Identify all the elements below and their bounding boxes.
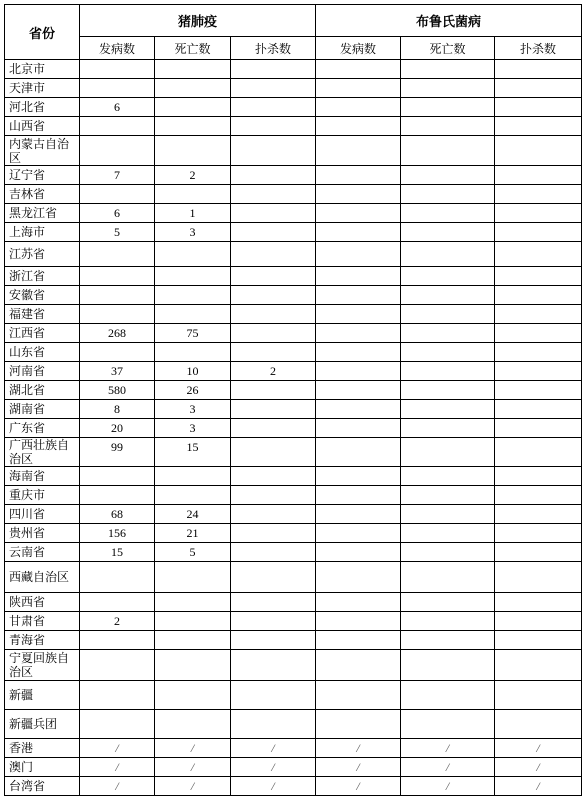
value-cell xyxy=(495,242,582,267)
value-cell xyxy=(495,419,582,438)
value-cell xyxy=(231,166,316,185)
header-group-brucellosis: 布鲁氏菌病 xyxy=(316,5,582,37)
table-row xyxy=(5,777,582,796)
value-cell xyxy=(401,710,495,739)
value-cell xyxy=(495,381,582,400)
table-row xyxy=(5,286,582,305)
value-cell: 580 xyxy=(80,381,155,400)
value-cell xyxy=(155,681,231,710)
value-cell xyxy=(495,267,582,286)
value-cell: 5 xyxy=(155,543,231,562)
value-cell xyxy=(316,305,401,324)
value-cell xyxy=(316,204,401,223)
table-row xyxy=(5,204,582,223)
value-cell xyxy=(401,486,495,505)
value-cell xyxy=(231,98,316,117)
value-cell xyxy=(231,136,316,166)
province-cell: 香港 xyxy=(5,739,80,758)
value-cell xyxy=(231,681,316,710)
province-cell: 黑龙江省 xyxy=(5,204,80,223)
value-cell xyxy=(401,305,495,324)
value-cell xyxy=(231,467,316,486)
value-cell xyxy=(231,79,316,98)
table-row xyxy=(5,98,582,117)
province-cell: 四川省 xyxy=(5,505,80,524)
header-group-swine-pasteurellosis: 猪肺疫 xyxy=(80,5,316,37)
value-cell xyxy=(401,631,495,650)
value-cell xyxy=(231,324,316,343)
value-cell: 5 xyxy=(80,223,155,242)
value-cell xyxy=(80,136,155,166)
value-cell xyxy=(401,98,495,117)
value-cell xyxy=(155,60,231,79)
value-cell xyxy=(316,593,401,612)
value-cell xyxy=(155,136,231,166)
value-cell xyxy=(401,204,495,223)
value-cell xyxy=(495,286,582,305)
province-cell: 湖北省 xyxy=(5,381,80,400)
value-cell xyxy=(401,242,495,267)
value-cell: 6 xyxy=(80,204,155,223)
value-cell xyxy=(401,223,495,242)
table-row xyxy=(5,362,582,381)
province-cell: 吉林省 xyxy=(5,185,80,204)
value-cell xyxy=(495,505,582,524)
value-cell xyxy=(231,650,316,681)
value-cell xyxy=(231,710,316,739)
value-cell xyxy=(231,562,316,593)
value-cell: / xyxy=(231,777,316,796)
table-row xyxy=(5,381,582,400)
table-row xyxy=(5,562,582,593)
value-cell xyxy=(316,79,401,98)
value-cell: 3 xyxy=(155,419,231,438)
value-cell xyxy=(231,612,316,631)
table-row xyxy=(5,185,582,204)
value-cell xyxy=(495,60,582,79)
table-row xyxy=(5,505,582,524)
value-cell: 6 xyxy=(80,98,155,117)
value-cell xyxy=(155,710,231,739)
table-row xyxy=(5,267,582,286)
value-cell xyxy=(401,136,495,166)
table-row xyxy=(5,117,582,136)
value-cell xyxy=(316,117,401,136)
value-cell xyxy=(316,612,401,631)
subheader-cases: 发病数 xyxy=(316,37,401,60)
value-cell xyxy=(495,562,582,593)
value-cell xyxy=(231,117,316,136)
table-row xyxy=(5,324,582,343)
province-cell: 重庆市 xyxy=(5,486,80,505)
value-cell xyxy=(231,381,316,400)
value-cell: / xyxy=(495,758,582,777)
value-cell xyxy=(401,524,495,543)
value-cell xyxy=(495,438,582,467)
table-row xyxy=(5,343,582,362)
table-row xyxy=(5,710,582,739)
value-cell: / xyxy=(316,739,401,758)
value-cell: 3 xyxy=(155,400,231,419)
header-row-subcols xyxy=(5,37,582,60)
table-row xyxy=(5,166,582,185)
value-cell xyxy=(495,593,582,612)
value-cell: / xyxy=(401,777,495,796)
province-cell: 江苏省 xyxy=(5,242,80,267)
value-cell: 2 xyxy=(231,362,316,381)
value-cell xyxy=(316,543,401,562)
value-cell xyxy=(495,223,582,242)
value-cell: / xyxy=(495,739,582,758)
value-cell xyxy=(495,681,582,710)
province-cell: 浙江省 xyxy=(5,267,80,286)
value-cell xyxy=(495,524,582,543)
value-cell: 10 xyxy=(155,362,231,381)
value-cell: 20 xyxy=(80,419,155,438)
value-cell xyxy=(155,117,231,136)
subheader-culled: 扑杀数 xyxy=(495,37,582,60)
value-cell: / xyxy=(80,777,155,796)
table-row xyxy=(5,486,582,505)
table-row xyxy=(5,79,582,98)
value-cell xyxy=(401,593,495,612)
header-province: 省份 xyxy=(5,5,80,60)
value-cell xyxy=(80,185,155,204)
value-cell xyxy=(231,631,316,650)
value-cell xyxy=(231,267,316,286)
value-cell xyxy=(80,305,155,324)
value-cell xyxy=(316,136,401,166)
table-row xyxy=(5,242,582,267)
value-cell xyxy=(495,305,582,324)
value-cell xyxy=(316,524,401,543)
value-cell xyxy=(401,362,495,381)
province-cell: 青海省 xyxy=(5,631,80,650)
value-cell: 99 xyxy=(80,438,155,467)
value-cell xyxy=(316,60,401,79)
value-cell: / xyxy=(155,758,231,777)
value-cell xyxy=(401,286,495,305)
value-cell xyxy=(316,286,401,305)
value-cell xyxy=(316,267,401,286)
value-cell xyxy=(401,79,495,98)
value-cell xyxy=(495,98,582,117)
table-row xyxy=(5,593,582,612)
value-cell: 2 xyxy=(155,166,231,185)
value-cell xyxy=(495,136,582,166)
value-cell xyxy=(401,324,495,343)
value-cell xyxy=(495,204,582,223)
table-row xyxy=(5,739,582,758)
value-cell xyxy=(401,467,495,486)
table-row xyxy=(5,223,582,242)
value-cell xyxy=(401,612,495,631)
value-cell xyxy=(316,362,401,381)
value-cell xyxy=(155,612,231,631)
province-cell: 甘肃省 xyxy=(5,612,80,631)
value-cell xyxy=(316,467,401,486)
value-cell xyxy=(80,60,155,79)
value-cell xyxy=(316,710,401,739)
value-cell xyxy=(316,486,401,505)
value-cell xyxy=(495,166,582,185)
value-cell xyxy=(316,381,401,400)
value-cell xyxy=(495,324,582,343)
province-cell: 安徽省 xyxy=(5,286,80,305)
value-cell xyxy=(495,79,582,98)
value-cell xyxy=(495,543,582,562)
value-cell: 7 xyxy=(80,166,155,185)
value-cell: / xyxy=(401,758,495,777)
value-cell xyxy=(495,185,582,204)
value-cell xyxy=(231,223,316,242)
value-cell: / xyxy=(231,739,316,758)
table-body xyxy=(5,60,582,796)
value-cell: 15 xyxy=(80,543,155,562)
value-cell xyxy=(401,562,495,593)
value-cell xyxy=(401,166,495,185)
value-cell xyxy=(155,562,231,593)
province-cell: 云南省 xyxy=(5,543,80,562)
value-cell xyxy=(316,505,401,524)
value-cell: 24 xyxy=(155,505,231,524)
province-cell: 新疆 xyxy=(5,681,80,710)
table-row xyxy=(5,60,582,79)
province-cell: 澳门 xyxy=(5,758,80,777)
value-cell xyxy=(401,505,495,524)
province-cell: 河北省 xyxy=(5,98,80,117)
value-cell xyxy=(80,681,155,710)
value-cell xyxy=(155,631,231,650)
value-cell xyxy=(401,343,495,362)
value-cell: 2 xyxy=(80,612,155,631)
header-row-groups xyxy=(5,5,582,37)
value-cell xyxy=(155,343,231,362)
value-cell xyxy=(316,98,401,117)
value-cell: 21 xyxy=(155,524,231,543)
value-cell xyxy=(401,267,495,286)
value-cell xyxy=(316,185,401,204)
value-cell: / xyxy=(80,739,155,758)
value-cell xyxy=(231,60,316,79)
value-cell xyxy=(401,419,495,438)
table-row xyxy=(5,524,582,543)
value-cell: 1 xyxy=(155,204,231,223)
value-cell xyxy=(316,242,401,267)
value-cell xyxy=(231,486,316,505)
value-cell xyxy=(155,286,231,305)
value-cell: / xyxy=(495,777,582,796)
value-cell xyxy=(231,204,316,223)
value-cell xyxy=(316,650,401,681)
value-cell xyxy=(80,286,155,305)
value-cell xyxy=(155,98,231,117)
value-cell xyxy=(80,710,155,739)
province-cell: 上海市 xyxy=(5,223,80,242)
value-cell xyxy=(155,467,231,486)
value-cell xyxy=(495,650,582,681)
value-cell xyxy=(316,343,401,362)
table-row xyxy=(5,681,582,710)
table-row xyxy=(5,400,582,419)
subheader-cases: 发病数 xyxy=(80,37,155,60)
value-cell xyxy=(401,543,495,562)
value-cell xyxy=(401,650,495,681)
value-cell xyxy=(80,593,155,612)
value-cell xyxy=(80,486,155,505)
value-cell: 268 xyxy=(80,324,155,343)
table-row xyxy=(5,631,582,650)
value-cell xyxy=(80,242,155,267)
value-cell: / xyxy=(80,758,155,777)
province-cell: 西藏自治区 xyxy=(5,562,80,593)
table-row xyxy=(5,650,582,681)
province-cell: 内蒙古自治区 xyxy=(5,136,80,166)
province-cell: 江西省 xyxy=(5,324,80,343)
value-cell xyxy=(316,166,401,185)
value-cell: 75 xyxy=(155,324,231,343)
value-cell xyxy=(155,79,231,98)
value-cell xyxy=(316,223,401,242)
value-cell xyxy=(231,543,316,562)
value-cell xyxy=(495,710,582,739)
table-row xyxy=(5,438,582,467)
value-cell xyxy=(495,612,582,631)
value-cell: 3 xyxy=(155,223,231,242)
value-cell xyxy=(155,267,231,286)
value-cell xyxy=(231,343,316,362)
value-cell xyxy=(401,60,495,79)
province-cell: 辽宁省 xyxy=(5,166,80,185)
value-cell xyxy=(231,593,316,612)
value-cell xyxy=(401,438,495,467)
province-cell: 福建省 xyxy=(5,305,80,324)
value-cell xyxy=(316,681,401,710)
value-cell xyxy=(231,438,316,467)
value-cell xyxy=(80,267,155,286)
value-cell xyxy=(401,400,495,419)
table-row xyxy=(5,136,582,166)
value-cell xyxy=(231,185,316,204)
value-cell xyxy=(155,650,231,681)
value-cell xyxy=(155,242,231,267)
province-cell: 海南省 xyxy=(5,467,80,486)
value-cell xyxy=(231,505,316,524)
subheader-deaths: 死亡数 xyxy=(401,37,495,60)
value-cell xyxy=(316,562,401,593)
table-row xyxy=(5,543,582,562)
value-cell: / xyxy=(316,777,401,796)
value-cell: 8 xyxy=(80,400,155,419)
value-cell: 15 xyxy=(155,438,231,467)
province-cell: 河南省 xyxy=(5,362,80,381)
value-cell xyxy=(155,486,231,505)
value-cell xyxy=(80,117,155,136)
value-cell xyxy=(401,117,495,136)
value-cell: / xyxy=(155,739,231,758)
value-cell: 37 xyxy=(80,362,155,381)
value-cell xyxy=(231,286,316,305)
table-row xyxy=(5,305,582,324)
subheader-culled: 扑杀数 xyxy=(231,37,316,60)
province-cell: 天津市 xyxy=(5,79,80,98)
subheader-deaths: 死亡数 xyxy=(155,37,231,60)
value-cell xyxy=(231,419,316,438)
table-row xyxy=(5,612,582,631)
province-cell: 陕西省 xyxy=(5,593,80,612)
value-cell: 26 xyxy=(155,381,231,400)
value-cell xyxy=(495,467,582,486)
value-cell xyxy=(495,362,582,381)
province-cell: 台湾省 xyxy=(5,777,80,796)
table-row xyxy=(5,419,582,438)
disease-report-table xyxy=(4,4,582,796)
table-row xyxy=(5,758,582,777)
value-cell xyxy=(80,467,155,486)
value-cell xyxy=(495,400,582,419)
value-cell xyxy=(231,305,316,324)
value-cell xyxy=(495,486,582,505)
value-cell xyxy=(316,419,401,438)
province-cell: 宁夏回族自治区 xyxy=(5,650,80,681)
value-cell: / xyxy=(316,758,401,777)
value-cell xyxy=(80,631,155,650)
province-cell: 贵州省 xyxy=(5,524,80,543)
province-cell: 广东省 xyxy=(5,419,80,438)
value-cell: / xyxy=(155,777,231,796)
value-cell xyxy=(495,343,582,362)
value-cell: / xyxy=(231,758,316,777)
value-cell: 68 xyxy=(80,505,155,524)
value-cell xyxy=(80,79,155,98)
value-cell xyxy=(316,438,401,467)
value-cell xyxy=(316,400,401,419)
value-cell xyxy=(231,524,316,543)
province-cell: 山西省 xyxy=(5,117,80,136)
value-cell xyxy=(155,185,231,204)
value-cell: 156 xyxy=(80,524,155,543)
value-cell xyxy=(155,593,231,612)
value-cell xyxy=(231,242,316,267)
value-cell xyxy=(155,305,231,324)
value-cell xyxy=(80,343,155,362)
value-cell xyxy=(231,400,316,419)
province-cell: 新疆兵团 xyxy=(5,710,80,739)
value-cell xyxy=(316,631,401,650)
value-cell xyxy=(80,562,155,593)
province-cell: 广西壮族自治区 xyxy=(5,438,80,467)
value-cell xyxy=(495,117,582,136)
province-cell: 湖南省 xyxy=(5,400,80,419)
value-cell xyxy=(495,631,582,650)
table-row xyxy=(5,467,582,486)
value-cell xyxy=(316,324,401,343)
province-cell: 山东省 xyxy=(5,343,80,362)
value-cell xyxy=(401,681,495,710)
value-cell xyxy=(401,185,495,204)
province-cell: 北京市 xyxy=(5,60,80,79)
value-cell: / xyxy=(401,739,495,758)
value-cell xyxy=(401,381,495,400)
value-cell xyxy=(80,650,155,681)
